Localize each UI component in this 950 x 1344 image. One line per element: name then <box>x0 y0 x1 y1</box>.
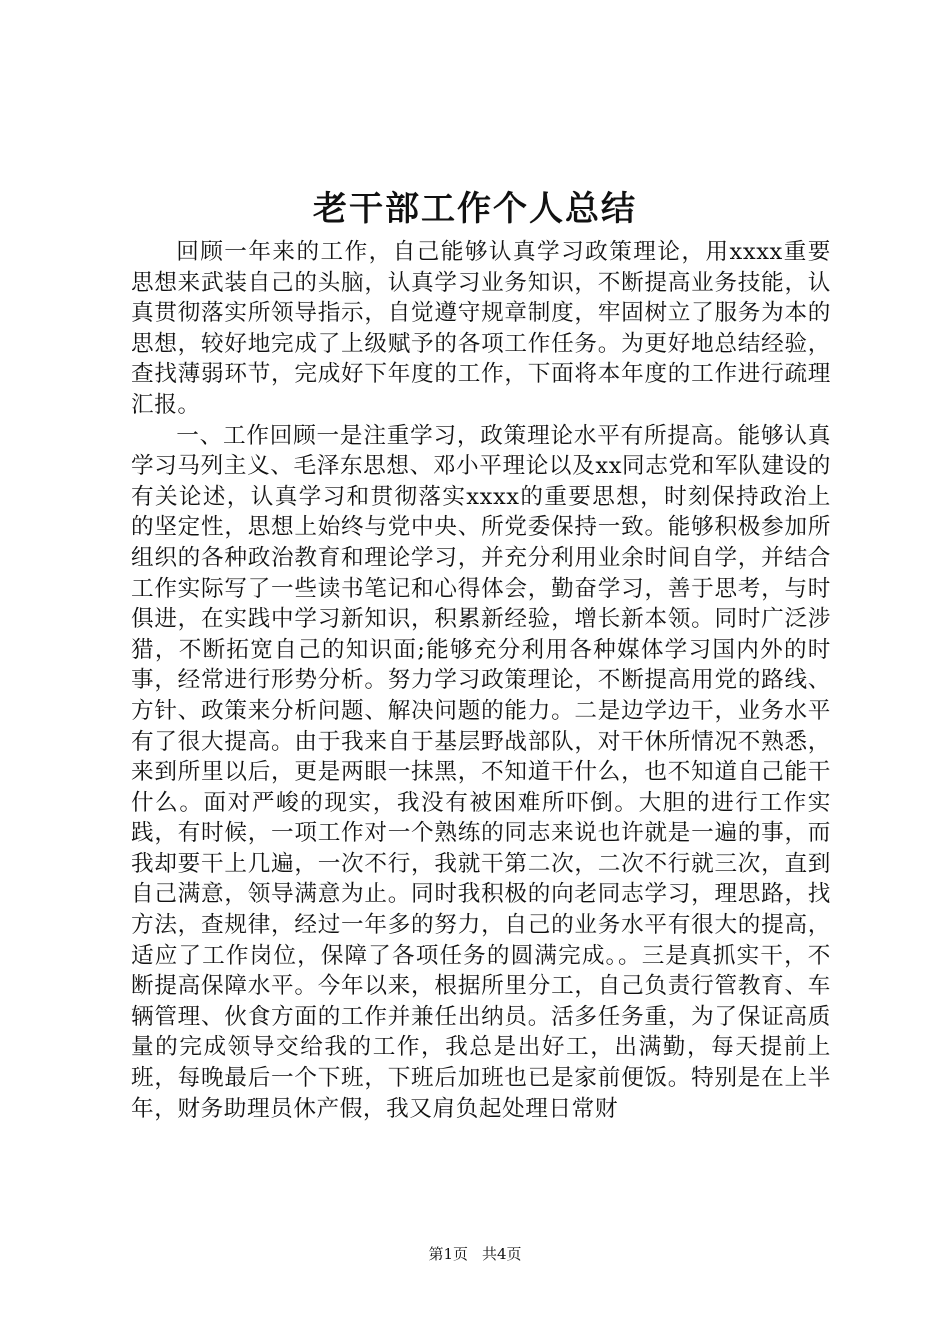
document-title: 老干部工作个人总结 <box>313 189 637 229</box>
body-paragraph-intro: 回顾一年来的工作，自己能够认真学习政策理论，用xxxx重要思想来武装自己的头脑，认真学习业务知识，不断提高业务技能，认真贯彻落实所领导指示，自觉遵守规章制度，牢固树立了服务为本的思想，较好地完成了上级赋予的各项工作任务。为更好地总结经验，查找薄弱环节，完成好下年度的工作，下面将本年度的工作进行疏理汇报。 <box>131 239 831 418</box>
body-paragraph-review: 一、工作回顾一是注重学习，政策理论水平有所提高。能够认真学习马列主义、毛泽东思想、邓小平理论以及xx同志党和军队建设的有关论述，认真学习和贯彻落实xxxx的重要思想，时刻保持政治上的坚定性，思想上始终与党中央、所党委保持一致。能够积极参加所组织的各种政治教育和理论学习，并充分利用业余时间自学，并结合工作实际写了一些读书笔记和心得体会，勤奋学习，善于思考，与时俱进，在实践中学习新知识，积累新经验，增长新本领。同时广泛涉猎，不断拓宽自己的知识面;能够充分利用各种媒体学习国内外的时事，经常进行形势分析。努力学习政策理论，不断提高用党的路线、方针、政策来分析问题、解决问题的能力。二是边学边干，业务水平有了很大提高。由于我来自于基层野战部队，对干休所情况不熟悉，来到所里以后，更是两眼一抹黑，不知道干什么，也不知道自己能干什么。面对严峻的现实，我没有被困难所吓倒。大胆的进行工作实践，有时候，一项工作对一个熟练的同志来说也许就是一遍的事，而我却要干上几遍，一次不行，我就干第二次，二次不行就三次，直到自己满意，领导满意为止。同时我积极的向老同志学习，理思路，找方法，查规律，经过一年多的努力，自己的业务水平有很大的提高，适应了工作岗位，保障了各项任务的圆满完成。。三是真抓实干，不断提高保障水平。今年以来，根据所里分工，自己负责行管教育、车辆管理、伙食方面的工作并兼任出纳员。活多任务重，为了保证高质量的完成领导交给我的工作，我总是出好工，出满勤，每天提前上班，每晚最后一个下班，下班后加班也已是家前便饭。特别是在上半年，财务助理员休产假，我又肩负起处理日常财 <box>131 422 831 1122</box>
page-footer <box>0 1243 950 1265</box>
document-body <box>131 237 831 1124</box>
page-total: 共4页 <box>482 1245 522 1263</box>
page-number: 第1页 <box>428 1245 468 1263</box>
